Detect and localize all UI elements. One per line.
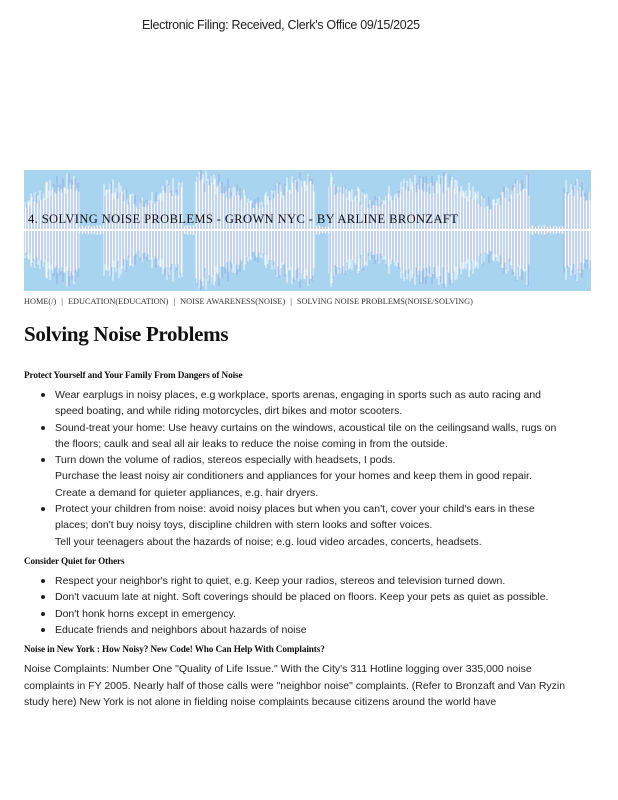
list-item	[55, 589, 584, 605]
list-item	[55, 452, 584, 501]
list-item	[55, 622, 584, 638]
page-title: Solving Noise Problems	[24, 322, 229, 346]
list-item-line: Wear earplugs in noisy places, e.g workplace, sports arenas, engaging in sports such as auto racing and	[55, 389, 541, 401]
list-protect	[24, 387, 584, 550]
header-banner	[24, 170, 591, 291]
list-item-line: Create a demand for quieter appliances, e.g. hair dryers.	[55, 486, 319, 499]
breadcrumb-link[interactable]: HOME(/)	[24, 297, 57, 306]
list-item-line: Tell your teenagers about the hazards of noise; e.g. loud video arcades, concerts, headsets.	[55, 535, 482, 548]
list-item	[55, 606, 584, 622]
list-item-line: places; don't buy noisy toys, discipline children with stern looks and softer voices.	[55, 519, 433, 532]
list-item	[55, 387, 584, 420]
list-item	[55, 501, 584, 550]
section-heading-new-york: Noise in New York : How Noisy? New Code! Who Can Help With Complaints?	[24, 644, 325, 655]
section-heading-quiet: Consider Quiet for Others	[24, 555, 125, 566]
list-item-line: Don't vacuum late at night. Soft coverings should be placed on floors. Keep your pets as quiet as possible.	[55, 591, 549, 604]
list-item-line: Respect your neighbor's right to quiet, e.g. Keep your radios, stereos and television turned down.	[55, 574, 506, 587]
waveform-graphic	[24, 170, 591, 291]
list-item-line: Turn down the volume of radios, stereos especially with headsets, I pods.	[55, 454, 396, 467]
list-item	[55, 420, 584, 453]
breadcrumb	[24, 297, 473, 306]
list-item-line: Educate friends and neighbors about hazards of noise	[55, 623, 307, 636]
breadcrumb-link[interactable]: NOISE AWARENESS(NOISE)	[180, 297, 286, 306]
list-item-line: Don't honk horns except in emergency.	[55, 607, 236, 620]
breadcrumb-separator: |	[61, 297, 63, 306]
list-item-line: speed boating, and while riding motorcycles, dirt bikes and motor scooters.	[55, 405, 403, 418]
filing-stamp: Electronic Filing: Received, Clerk's Office 09/15/2025	[142, 18, 420, 32]
list-item	[55, 573, 584, 589]
section-heading-protect: Protect Yourself and Your Family From Dangers of Noise	[24, 370, 243, 380]
closing-paragraph: Noise Complaints: Number One "Quality of Life Issue." With the City's 311 Hotline logging over 335,000 noise complaints in FY 2005. Nearly half of those calls were "neighbor noise" complaints. (Refer to Bronzaft and Van Ryzin study here) New York is not alone in fielding noise complaints because citizens around the world have	[24, 663, 566, 709]
list-item-line: Purchase the least noisy air conditioners and appliances for your homes and keep them in good repair.	[55, 470, 532, 483]
article-body	[24, 370, 584, 711]
list-item-line: Sound-treat your home: Use heavy curtains on the windows, acoustical tile on the ceilingsand walls, rugs on	[55, 421, 557, 434]
breadcrumb-separator: |	[173, 297, 176, 306]
list-item-line: Protect your children from noise: avoid noisy places but when you can't, cover your child's ears in these	[55, 503, 535, 516]
list-quiet	[24, 573, 584, 638]
list-item-line: the floors; caulk and seal all air leaks to reduce the noise coming in from the outside.	[55, 437, 448, 450]
banner-title: 4. SOLVING NOISE PROBLEMS - GROWN NYC - BY ARLINE BRONZAFT	[28, 212, 459, 226]
breadcrumb-link[interactable]: EDUCATION(EDUCATION)	[67, 297, 169, 306]
breadcrumb-separator: |	[290, 297, 292, 306]
breadcrumb-link[interactable]: SOLVING NOISE PROBLEMS(NOISE/SOLVING)	[296, 297, 473, 306]
